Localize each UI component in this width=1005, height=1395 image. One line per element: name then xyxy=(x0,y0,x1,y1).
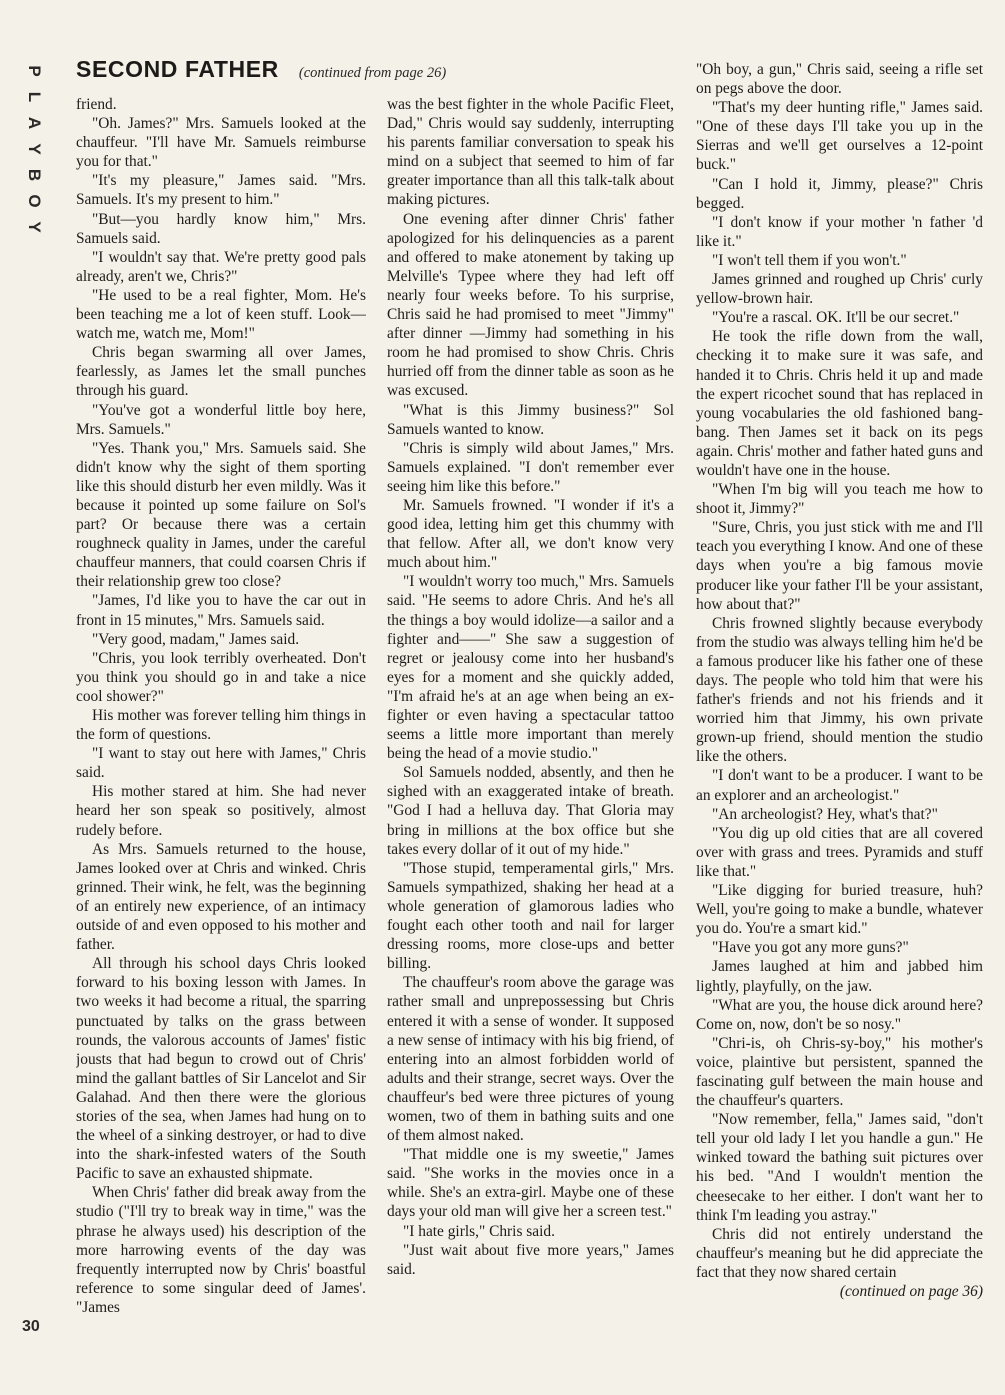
paragraph: "Oh boy, a gun," Chris said, seeing a rifle set on pegs above the door. xyxy=(696,61,983,98)
paragraph: friend. xyxy=(76,96,117,113)
paragraph: "I wouldn't say that. We're pretty good pals already, aren't we, Chris?" xyxy=(76,248,366,285)
paragraph: "Yes. Thank you," Mrs. Samuels said. She didn't know why the sight of them sporting like this should disturb her even mildly. Was it because it pointed up some failure on Sol's part? Or because there was a certain roughneck quality in James, under the careful chauffeur manners, that could coarsen Chris if their relationship grew too close? xyxy=(76,439,366,591)
paragraph: "James, I'd like you to have the car out in front in 15 minutes," Mrs. Samuels said. xyxy=(76,592,366,629)
paragraph: "Just wait about five more years," James said. xyxy=(387,1241,674,1278)
paragraph: As Mrs. Samuels returned to the house, James looked over at Chris and winked. Chris grinned. Their wink, he felt, was the beginning of an entirely new experience, of an intimacy outside of and even opposed to his mother and father. xyxy=(76,840,366,954)
paragraph: was the best fighter in the whole Pacific Fleet, Dad," Chris would say suddenly, interrupting his parents familiar conversation to speak his mind on a subject that seemed to him of far greater importance than all this talk-talk about making pictures. xyxy=(387,96,674,209)
paragraph: His mother was forever telling him things in the form of questions. xyxy=(76,707,366,744)
paragraph: Sol Samuels nodded, absently, and then he sighed with an exaggerated intake of breath. "God I had a helluva day. That Gloria may bring in millions at the box office but she takes every dollar of it out of my hide." xyxy=(387,764,674,858)
page-number: 30 xyxy=(22,1318,40,1335)
masthead-letter: O xyxy=(25,194,44,208)
paragraph: "Now remember, fella," James said, "don't tell your old lady I let you handle a gun." He winked toward the bathing suit pictures over his bed. "And I wouldn't mention the cheesecake to her either. I don't want her to think I'm leading you astray." xyxy=(696,1111,983,1224)
text-column-1 xyxy=(76,95,366,1340)
paragraph: All through his school days Chris looked forward to his boxing lesson with James. In two weeks it had become a ritual, the sparring punctuated by talks on the grass between rounds, the valorous accounts of James' fistic jousts that had begun to crowd out of Chris' mind the gallant battles of Sir Lancelot and Sir Galahad. And then there were the glorious stories of the sea, when James had hung on to the wheel of a sinking destroyer, or had to dive into the shark-infested waters of the South Pacific to save an exhausted shipmate. xyxy=(76,955,366,1183)
paragraph: "Like digging for buried treasure, huh? Well, you're going to make a bundle, whatever you do. You're a smart kid." xyxy=(696,882,983,938)
article-headline xyxy=(76,56,446,90)
paragraph: "When I'm big will you teach me how to shoot it, Jimmy?" xyxy=(696,481,983,518)
paragraph: "Chri-is, oh Chris-sy-boy," his mother's voice, plaintive but persistent, spanned the fascinating gulf between the main house and the chauffeur's quarters. xyxy=(696,1034,983,1110)
paragraph: "Chris is simply wild about James," Mrs. Samuels explained. "I don't remember ever seeing him like this before." xyxy=(387,439,674,495)
continued-note: (continued on page 36) xyxy=(839,1283,983,1300)
masthead-letter: A xyxy=(25,116,44,130)
paragraph: "I wouldn't worry too much," Mrs. Samuels said. "He seems to adore Chris. And he's all the things a boy would idolize—a sailor and a fighter and——" She saw a suggestion of regret or jealousy come into her husband's eyes for a moment and she quickly added, "I'm afraid he's at an age when being an ex-fighter or even having a spectacular tattoo seems a little more important than merely being the head of a movie studio." xyxy=(387,573,674,763)
paragraph: "Very good, madam," James said. xyxy=(92,630,300,648)
paragraph: James laughed at him and jabbed him lightly, playfully, on the jaw. xyxy=(696,958,983,995)
paragraph: "I don't know if your mother 'n father 'd like it." xyxy=(696,213,983,250)
paragraph: Mr. Samuels frowned. "I wonder if it's a good idea, letting him get this chummy with that fellow. After all, we don't know very much about him." xyxy=(387,496,674,572)
paragraph: "I hate girls," Chris said. xyxy=(403,1222,555,1240)
paragraph: He took the rifle down from the wall, checking it to make sure it was safe, and handed it to Chris. Chris held it up and made the expert ricochet sound that has replaced in young vocabularies the old fashioned bang-bang. Then James set it back on its pegs again. Chris' mother and father hated guns and wouldn't have one in the house. xyxy=(696,328,983,479)
paragraph: Chris frowned slightly because everybody from the studio was always telling him he'd be a famous producer like his father one of these days. The people who told him that were his father's friends and not his friends and it worried him that Jimmy, his own private grown-up friend, should mention the studio like the others. xyxy=(696,614,983,766)
paragraph: "That's my deer hunting rifle," James said. "One of these days I'll take you up in the Sierras and we'll get ourselves a 12-point buck." xyxy=(696,99,983,174)
paragraph: "Oh. James?" Mrs. Samuels looked at the chauffeur. "I'll have Mr. Samuels reimburse you for that." xyxy=(76,115,366,171)
paragraph: "You're a rascal. OK. It'll be our secret." xyxy=(712,309,960,327)
paragraph: The chauffeur's room above the garage was rather small and unprepossessing but Chris entered it with a sense of wonder. It supposed a new sense of intimacy with his big friend, of entering into an almost forbidden world of adults and their strange, secret ways. Over the chauffeur's bed were three pictures of young women, two of them in bathing suits and one of them almost naked. xyxy=(387,974,674,1145)
masthead-letter: P xyxy=(25,65,44,77)
paragraph: "What is this Jimmy business?" Sol Samuels wanted to know. xyxy=(387,401,674,438)
paragraph: "You dig up old cities that are all covered over with grass and trees. Pyramids and stuff like that." xyxy=(696,824,983,880)
paragraph: "Sure, Chris, you just stick with me and I'll teach you everything I know. And one of these days when you're a big famous movie producer like your father I'll be your assistant, how about that?" xyxy=(696,519,983,613)
paragraph: James grinned and roughed up Chris' curly yellow-brown hair. xyxy=(696,271,983,308)
paragraph: "An archeologist? Hey, what's that?" xyxy=(712,805,938,823)
paragraph: "That middle one is my sweetie," James said. "She works in the movies once in a while. She's an extra-girl. Maybe one of these days your old man will give her a screen test." xyxy=(387,1146,674,1221)
masthead-letter: Y xyxy=(25,221,44,233)
masthead-letter: Y xyxy=(25,143,44,155)
masthead-letter: B xyxy=(25,168,44,182)
article-subtitle: (continued from page 26) xyxy=(298,65,447,81)
paragraph: His mother stared at him. She had never heard her son speak so positively, almost rudely before. xyxy=(76,783,366,839)
paragraph: "I want to stay out here with James," Chris said. xyxy=(76,745,366,782)
paragraph: "It's my pleasure," James said. "Mrs. Samuels. It's my present to him." xyxy=(76,172,366,209)
paragraph: "Have you got any more guns?" xyxy=(712,939,909,957)
paragraph: "But—you hardly know him," Mrs. Samuels said. xyxy=(76,210,366,247)
paragraph: "Can I hold it, Jimmy, please?" Chris begged. xyxy=(696,175,983,212)
article-title: SECOND FATHER xyxy=(76,56,279,82)
paragraph: Chris did not entirely understand the chauffeur's meaning but he did appreciate the fact that they now shared certain xyxy=(696,1225,983,1281)
paragraph: "Those stupid, temperamental girls," Mrs. Samuels sympathized, shaking her head at a whole generation of glamorous ladies who fought each other tooth and nail for larger dressing rooms, more close-ups and better billing. xyxy=(387,859,674,973)
text-column-2 xyxy=(387,95,674,1340)
text-column-3 xyxy=(696,60,983,1340)
masthead-letter: L xyxy=(25,91,44,103)
paragraph: "Chris, you look terribly overheated. Don't you think you should go in and take a nice cool shower?" xyxy=(76,649,366,705)
paragraph: "I won't tell them if you won't." xyxy=(712,251,907,269)
paragraph: Chris began swarming all over James, fearlessly, as James let the small punches through his guard. xyxy=(76,344,366,400)
masthead-vertical xyxy=(22,58,46,240)
paragraph: When Chris' father did break away from the studio ("I'll try to break way in time," was the phrase he always used) his description of the more harrowing events of the day was frequently interrupted now by Chris' boastful reference to some singular deed of James'. "James xyxy=(76,1184,366,1316)
paragraph: "What are you, the house dick around here? Come on, now, don't be so nosy." xyxy=(696,996,983,1033)
paragraph: "I don't want to be a producer. I want to be an explorer and an archeologist." xyxy=(696,767,983,804)
paragraph: "You've got a wonderful little boy here, Mrs. Samuels." xyxy=(76,401,366,438)
paragraph: "He used to be a real fighter, Mom. He's been teaching me a lot of keen stuff. Look—watch me, watch me, Mom!" xyxy=(76,286,366,343)
paragraph: One evening after dinner Chris' father apologized for his delinquencies as a parent and offered to make atonement by taking up Melville's Typee where they had left off nearly four weeks before. To his surprise, Chris said he had promised to meet "Jimmy" after dinner —Jimmy had something in his room he had promised to show Chris. Chris hurried off from the dinner table as soon as he was excused. xyxy=(387,210,674,400)
